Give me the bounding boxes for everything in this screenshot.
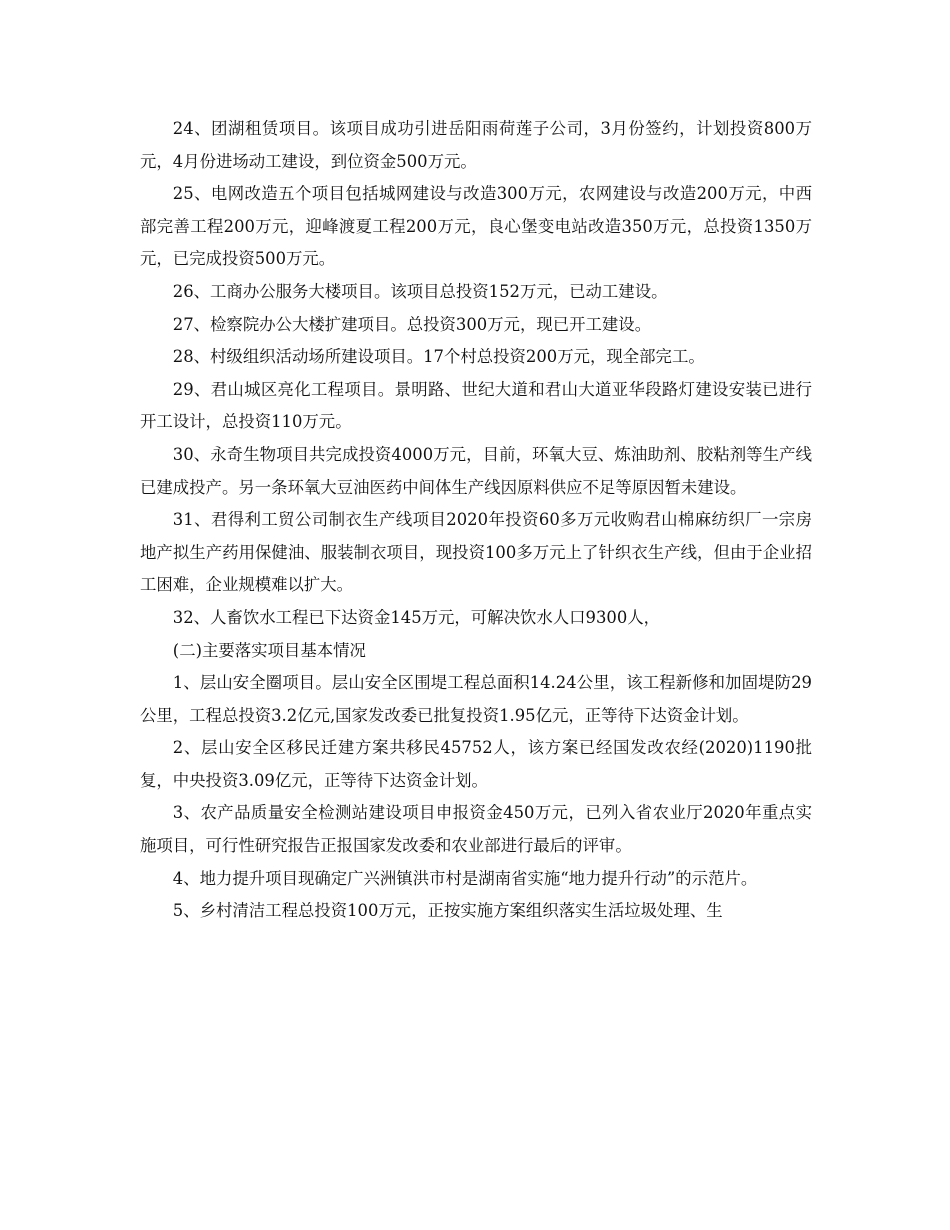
section-heading: (二)主要落实项目基本情况 [172, 640, 366, 660]
paragraph-item-2: 2、层山安全区移民迁建方案共移民45752人，该方案已经国发改农经(2020)1190批复，中央投资3.09亿元，正等待下达资金计划。 [140, 738, 812, 790]
paragraph-item-1: 1、层山安全圈项目。层山安全区围堤工程总面积14.24公里，该工程新修和加固堤防29公里，工程总投资3.2亿元,国家发改委已批复投资1.95亿元，正等待下达资金计划。 [140, 673, 812, 725]
paragraph-item-3: 3、农产品质量安全检测站建设项目申报资金450万元，已列入省农业厅2020年重点实施项目，可行性研究报告正报国家发改委和农业部进行最后的评审。 [140, 803, 812, 856]
paragraph-item-4: 4、地力提升项目现确定广兴洲镇洪市村是湖南省实施“地力提升行动”的示范片。 [172, 868, 758, 888]
paragraph-27: 27、检察院办公大楼扩建项目。总投资300万元，现已开工建设。 [172, 314, 652, 334]
paragraph-30: 30、永奇生物项目共完成投资4000万元，目前，环氧大豆、炼油助剂、胶粘剂等生产线已建成投产。另一条环氧大豆油医药中间体生产线因原料供应不足等原因暂未建设。 [140, 444, 812, 497]
paragraph-28: 28、村级组织活动场所建设项目。17个村总投资200万元，现全部完工。 [172, 347, 705, 367]
paragraph-26: 26、工商办公服务大楼项目。该项目总投资152万元，已动工建设。 [172, 281, 668, 301]
paragraph-32: 32、人畜饮水工程已下达资金145万元，可解决饮水人口9300人， [172, 607, 661, 627]
document-body [140, 113, 812, 928]
paragraph-24: 24、团湖租赁项目。该项目成功引进岳阳雨荷莲子公司，3月份签约，计划投资800万元，4月份进场动工建设，到位资金500万元。 [140, 119, 812, 171]
paragraph-31: 31、君得利工贸公司制衣生产线项目2020年投资60多万元收购君山棉麻纺织厂一宗房地产拟生产药用保健油、服装制衣项目，现投资100多万元上了针织衣生产线，但由于企业招工困难，企业规模难以扩大。 [140, 510, 812, 595]
paragraph-29: 29、君山城区亮化工程项目。景明路、世纪大道和君山大道亚华段路灯建设安装已进行开工设计，总投资110万元。 [140, 379, 812, 432]
paragraph-item-5: 5、乡村清洁工程总投资100万元，正按实施方案组织落实生活垃圾处理、生 [172, 901, 723, 921]
paragraph-25: 25、电网改造五个项目包括城网建设与改造300万元，农网建设与改造200万元，中西部完善工程200万元，迎峰渡夏工程200万元，良心堡变电站改造350万元，总投资1350万元，已完成投资500万元。 [140, 184, 812, 269]
